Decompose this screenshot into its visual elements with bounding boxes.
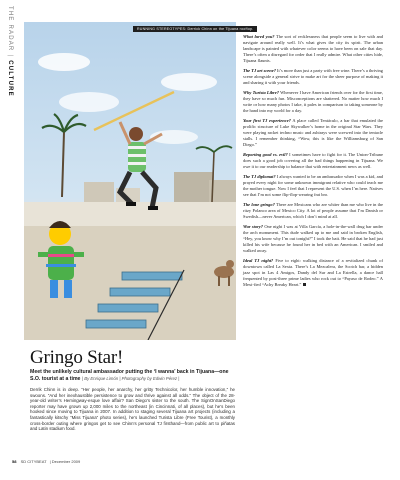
qa-item — [243, 258, 383, 288]
deck-text: Meet the unlikely cultural ambassador putting the ‘I wanna’ back in Tijuana—one S.O. tourist at a time — [30, 369, 229, 382]
qa-item — [243, 68, 383, 86]
qa-answer: Five to eight: walking distance of a revitalized chunk of downtown called La Sexta. There’s La Mezcalera, the Scotch bar, a hidden jazz spot in Las 4 Amigos, Dandy del Sur and La Estrella, a dance hall frequented by post-three prime ladies who rock out to “Payaso de Rodeo.” A Mexi-fied “Achy Breaky Heart.” — [243, 258, 384, 287]
photo-caption: RUNNING STEREOTYPES: Derrick Chinn on the Tijuana rooftop. — [133, 26, 257, 32]
qa-question: Ideal TJ night? — [243, 258, 274, 263]
qa-answer: A place called Tentáculo, a bar that emulated the prolific structure of Luke Skywalker’s home in the original Star Wars. They were playing racket techno music and ashtrays were screwed into the tentacle stalls. I remember thinking, “Wow, this is like the Williamsburg of San Diego.” — [243, 118, 383, 147]
qa-answer: I sometimes have to fight for it. The Union-Tribune does such a good job covering all the bad things happening in Tijuana. We owe it to our readership to balance that with entertainment news as well. — [243, 151, 383, 169]
article-lede: Derrik Chinn is in deep. “Her people, her anarchy, her gritty Technicolor, her humble innovation,” he swoons. “And her inexhaustible persistence to grow and thrive against all odds.” The object of the 28-year-old writer’s Hemingway-esque love affair? San Diego’s sister to the south. The SignOnSanDiego reporter may have grown up 2,000 miles to the northeast (in Cincinnati, of all places), but he’s been hooked since moving to Tijuana in 2007. In addition to staging several Tijuana art projects (including a fantastically kitschy “Miss Tijuana” photo series), he’s launched Turista Libre (Free Tourist), a monthly cross-border outing where gringos get to see Chinn’s personal TJ firsthand—from public art to piñatas and Latin stadium food. — [30, 387, 235, 432]
qa-item — [243, 118, 383, 148]
qa-answer: I always wanted to be an ambassador when I was a kid, and prayed every night for some unknown immigrant relative who could teach me the mother tongue. Now I feel that I represent the U.S. when I’m here. Natives see that I’m not some flip-flop-wearing frat bro. — [243, 174, 384, 197]
article-headline: Gringo Star! — [30, 347, 124, 368]
page-footer — [12, 459, 80, 464]
qa-question: The lone gringo? — [243, 202, 275, 207]
running-head-title: CULTURE — [7, 60, 13, 97]
article-deck — [30, 369, 235, 383]
feature-photo — [24, 22, 236, 340]
qa-question: The TJ art scene? — [243, 67, 276, 73]
qa-answer: It’s more than just a party with free wine. There’s a thriving scene alongside a general strive to make art for the sheer purpose of making it and sharing it with your friends. — [243, 67, 383, 85]
byline: | By Enrique Limón | Photography by Edwin Pérez | — [81, 375, 180, 381]
running-head-section: THE RADAR — [7, 6, 13, 52]
qa-answer: One night I was at Villa García, a hole-in-the-wall drug bar under the arch monument. This dude walked up to me and said in broken English, “Hey, you know why I’m out tonight?” I took the bait. He said that he had just killed his wife because he found her in bed with an American. I smiled and walked away. — [243, 224, 384, 253]
qa-item — [243, 34, 383, 64]
qa-item — [243, 174, 383, 198]
running-head-separator: | — [7, 54, 13, 58]
qa-answer: There are Mexicans who are whiter than me who live in the ritzy Polanco area of Mexico City. A lot of people assume that I’m Danish or Swedish—never American, which I don’t mind at all. — [243, 202, 384, 219]
qa-question: The TJ diplomat? — [243, 174, 276, 179]
qa-item — [243, 90, 383, 114]
qa-answer: The sort of recklessness that people seem to live with and navigate around really well. It’s what gives the city its spirit. The urban landscape is painted with whatever color seems to have been on sale that day. There’s often a disregard for order that I really admire. What other cities hide, Tijuana flaunts. — [243, 34, 383, 63]
qa-question: Reporting good vs. evil? — [243, 151, 288, 157]
photo-illustration — [24, 22, 236, 340]
publication-name: SD CITYBEAT — [20, 459, 47, 464]
qa-item — [243, 224, 383, 254]
qa-item — [243, 152, 383, 170]
qa-question: What lured you? — [243, 34, 275, 39]
running-head — [0, 0, 18, 480]
issue-date: | December 2009 — [49, 459, 81, 464]
end-mark-icon — [303, 283, 306, 286]
page-number: 58 — [12, 459, 17, 464]
qa-question: War story? — [243, 224, 263, 230]
qa-question: Your first TJ experience? — [243, 118, 291, 123]
running-head-text — [7, 6, 13, 97]
qa-question: Why Turista Libre? — [243, 90, 279, 95]
qa-item — [243, 202, 383, 220]
qa-answer: Whenever I have American friends over for the first time, they have so much fun. Misconceptions are shattered. No matter how much I write or how many photos I take, it pales in comparison to taking someone by the hand into my world for a day. — [243, 90, 383, 113]
qa-column — [243, 34, 383, 292]
